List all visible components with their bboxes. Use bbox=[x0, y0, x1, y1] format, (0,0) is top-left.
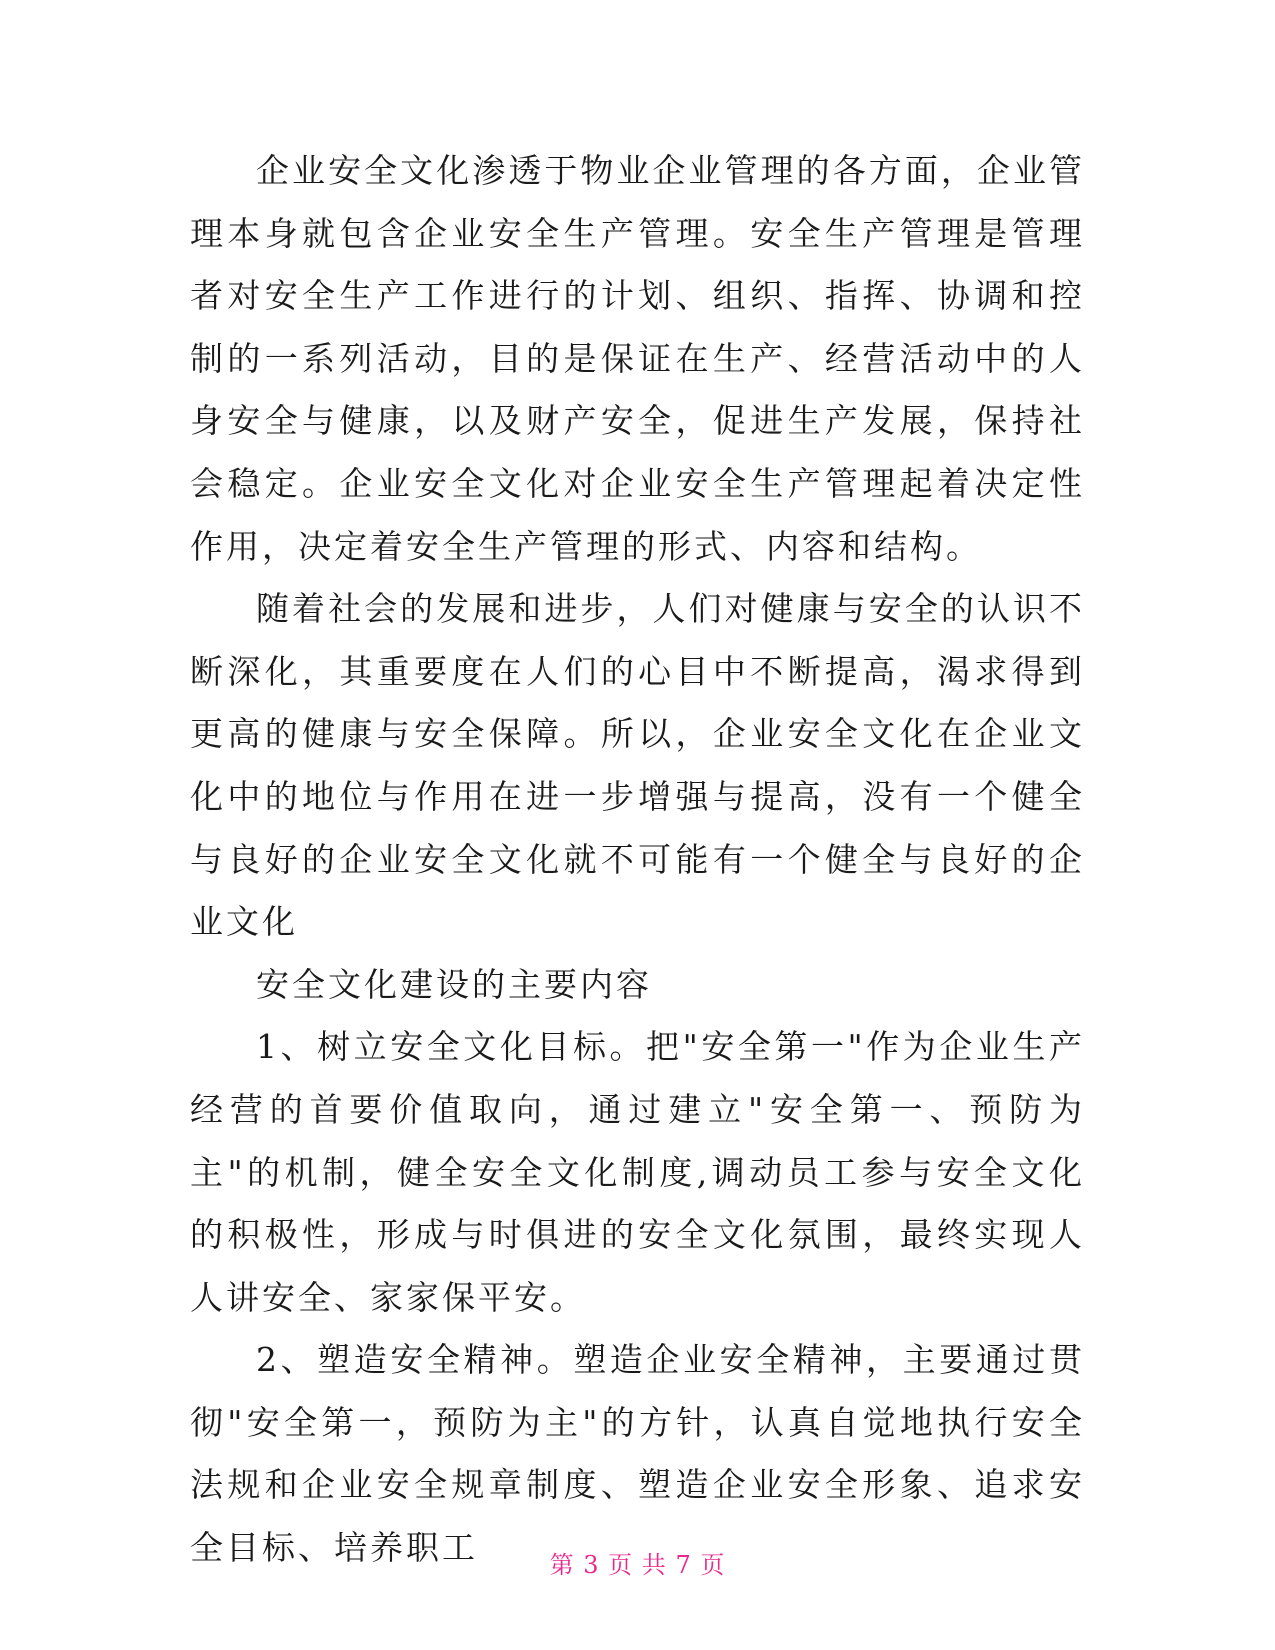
list-item-2: 2、塑造安全精神。塑造企业安全精神，主要通过贯彻"安全第一，预防为主"的方针，认真自觉地执行安全法规和企业安全规章制度、塑造企业安全形象、追求安全目标、培养职工 bbox=[190, 1340, 1085, 1568]
section-heading: 安全文化建设的主要内容 bbox=[256, 964, 652, 1004]
paragraph-safety-culture-management: 企业安全文化渗透于物业企业管理的各方面，企业管理本身就包含企业安全生产管理。安全生产管理是管理者对安全生产工作进行的计划、组织、指挥、协调和控制的一系列活动，目的是保证在生产、经营活动中的人身安全与健康，以及财产安全，促进生产发展，保持社会稳定。企业安全文化对企业安全生产管理起着决定性作用，决定着安全生产管理的形式、内容和结构。 bbox=[190, 151, 1085, 566]
paragraph-social-development: 随着社会的发展和进步，人们对健康与安全的认识不断深化，其重要度在人们的心目中不断提高，渴求得到更高的健康与安全保障。所以，企业安全文化在企业文化中的地位与作用在进一步增强与提高，没有一个健全与良好的企业安全文化就不可能有一个健全与良好的企业文化 bbox=[190, 589, 1085, 942]
page-footer bbox=[0, 1545, 1275, 1580]
document-body bbox=[190, 140, 1085, 1580]
list-item-1: 1、树立安全文化目标。把"安全第一"作为企业生产经营的首要价值取向，通过建立"安全第一、预防为主"的机制，健全安全文化制度,调动员工参与安全文化的积极性，形成与时俱进的安全文化氛围，最终实现人人讲安全、家家保平安。 bbox=[190, 1027, 1085, 1317]
page-number: 第 3 页 共 7 页 bbox=[549, 1551, 726, 1579]
